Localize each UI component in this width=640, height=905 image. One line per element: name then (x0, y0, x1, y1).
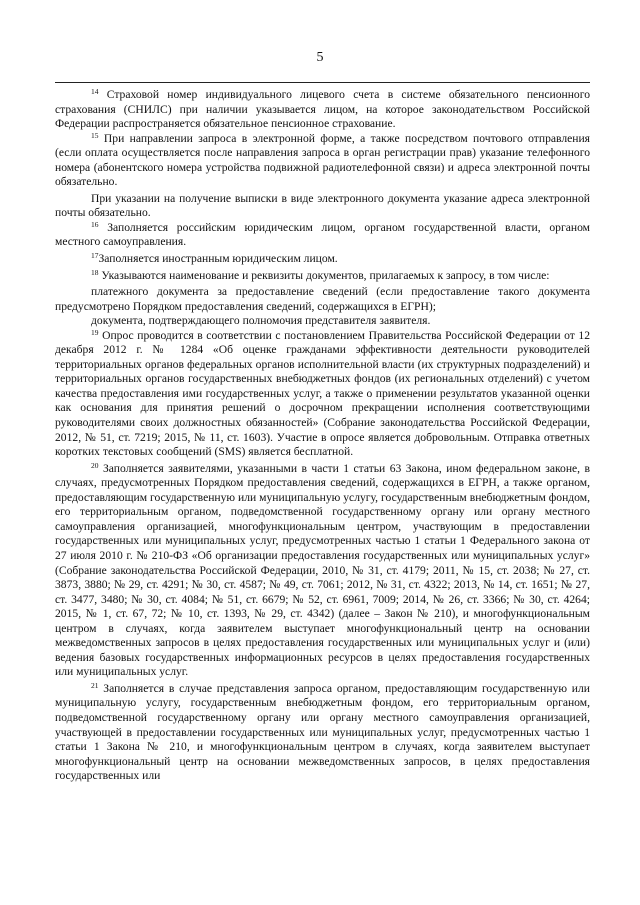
footnote-text: Заполняется в случае представления запроса органом, предоставляющим государственную или муниципальную услугу, государственным внебюджетным фондом, его территориальным органом, подведомственной государственному органу или органу местного самоуправления организацией, участвующей в предоставлении государственных или муниципальных услуг, предусмотренных частью 1 статьи 1 Закона № 210, и многофункциональным центром в случаях, когда заявителем выступает многофункциональный центр на основании межведомственных запросов, в целях предоставления государственных или (55, 681, 591, 783)
footnotes (55, 88, 590, 784)
footnote-19 (55, 329, 590, 460)
footnote-paragraph (55, 329, 590, 460)
page-number: 5 (316, 50, 324, 65)
footnote-paragraph (55, 252, 590, 267)
footnote-paragraph (55, 132, 590, 190)
footnote-text: документа, подтверждающего полномочия представителя заявителя. (91, 314, 431, 328)
footnote-marker: 19 (91, 327, 99, 337)
footnote-text: платежного документа за предоставление сведений (если предоставление такого документа предусмотрено Порядком предоставления сведений, содержащихся в ЕГРН); (55, 285, 590, 313)
footnote-paragraph (55, 88, 590, 132)
footnote-text: Опрос проводится в соответствии с постановлением Правительства Российской Федерации от 12 декабря 2012 г. № 1284 «Об оценке гражданами эффективности деятельности руководителей территориальных органов федеральных органов исполнительной власти (их структурных подразделений) и территориальных органов государственных внебюджетных фондов (их региональных отделений) с учетом качества предоставления ими государственных услуг, а также о применении результатов указанной оценки как основания для принятия решений о досрочном прекращении исполнения соответствующими руководителями своих должностных обязанностей» (Собрание законодательства Российской Федерации, 2012, № 51, ст. 7219; 2015, № 11, ст. 1603). Участие в опросе является добровольным. Отправка ответных коротких текстовых сообщений (SMS) является бесплатной. (55, 328, 590, 459)
footnote-separator (55, 82, 590, 83)
footnote-18 (55, 269, 590, 329)
footnote-marker: 17 (91, 251, 99, 261)
footnote-paragraph (55, 682, 590, 784)
footnote-paragraph (55, 221, 590, 250)
footnote-text: Указываются наименование и реквизиты документов, прилагаемых к запросу, в том числе: (101, 268, 550, 282)
footnote-text: При направлении запроса в электронной форме, а также посредством почтового отправления (если оплата осуществляется после направления запроса в орган регистрации прав) указание телефонного номера (абонентского номера устройства подвижной радиотелефонной связи) и адреса электронной почты обязательно. (55, 131, 591, 189)
footnote-list-item (55, 285, 590, 314)
footnote-text: Заполняется иностранным юридическим лицом. (98, 252, 338, 266)
footnote-marker: 21 (91, 680, 99, 690)
footnote-20 (55, 462, 590, 680)
footnote-17 (55, 252, 590, 267)
footnote-14 (55, 88, 590, 132)
footnote-marker: 16 (91, 219, 99, 229)
footnote-text: Заполняется российским юридическим лицом, органом государственной власти, органом местного самоуправления. (55, 220, 590, 249)
footnote-15 (55, 132, 590, 221)
footnote-21 (55, 682, 590, 784)
footnote-text: Страховой номер индивидуального лицевого счета в системе обязательного пенсионного страхования (СНИЛС) при наличии указывается лицом, на которое законодательством Российской Федерации распространяется обязательное пенсионное страхование. (55, 88, 590, 131)
footnote-marker: 20 (91, 460, 99, 470)
footnote-marker: 18 (91, 267, 99, 277)
footnote-paragraph (55, 269, 590, 284)
footnote-text: При указании на получение выписки в виде электронного документа указание адреса электронной почты обязательно. (55, 191, 590, 220)
footnote-paragraph (55, 462, 590, 680)
footnote-16 (55, 221, 590, 250)
footnote-list-item (55, 314, 590, 329)
footnote-marker: 15 (91, 130, 99, 140)
footnote-marker: 14 (91, 87, 99, 96)
footnote-text: Заполняется заявителями, указанными в части 1 статьи 63 Закона, ином федеральном законе, в случаях, предусмотренных Порядком предоставления сведений, содержащихся в ЕГРН, а также органом, предоставляющим государственную или муниципальную услугу, государственным внебюджетным фондом, его территориальным органом, подведомственной государственному органу или органу местного самоуправления организацией, многофункциональным центром, участвующим в предоставлении государственных или муниципальных услуг, предусмотренных частью 1 статьи 1 Федерального закона от 27 июля 2010 г. № 210-ФЗ «Об организации предоставления государственных или муниципальных услуг» (Собрание законодательства Российской Федерации, 2010, № 31, ст. 4179; 2011, № 15, ст. 2038; № 27, ст. 3873, 3880; № 29, ст. 4291; № 30, ст. 4587; № 49, ст. 7061; 2012, № 31, ст. 4322; 2013, № 14, ст. 1651; № 27, ст. 3477, 3480; № 30, ст. 4084; № 51, ст. 6679; № 52, ст. 6961, 7009; 2014, № 26, ст. 3366; № 30, ст. 4264; 2015, № 1, ст. 67, 72; № 10, ст. 1393, № 29, ст. 4342) (далее – Закон № 210), и многофункциональным центром в случаях, когда заявителем выступает многофункциональный центр на основании межведомственных запросов в целях предоставления государственных или муниципальных услуг и (или) ведения базовых государственных информационных ресурсов в целях предоставления государственных или муниципальных услуг. (55, 461, 590, 679)
footnote-paragraph (55, 192, 590, 221)
